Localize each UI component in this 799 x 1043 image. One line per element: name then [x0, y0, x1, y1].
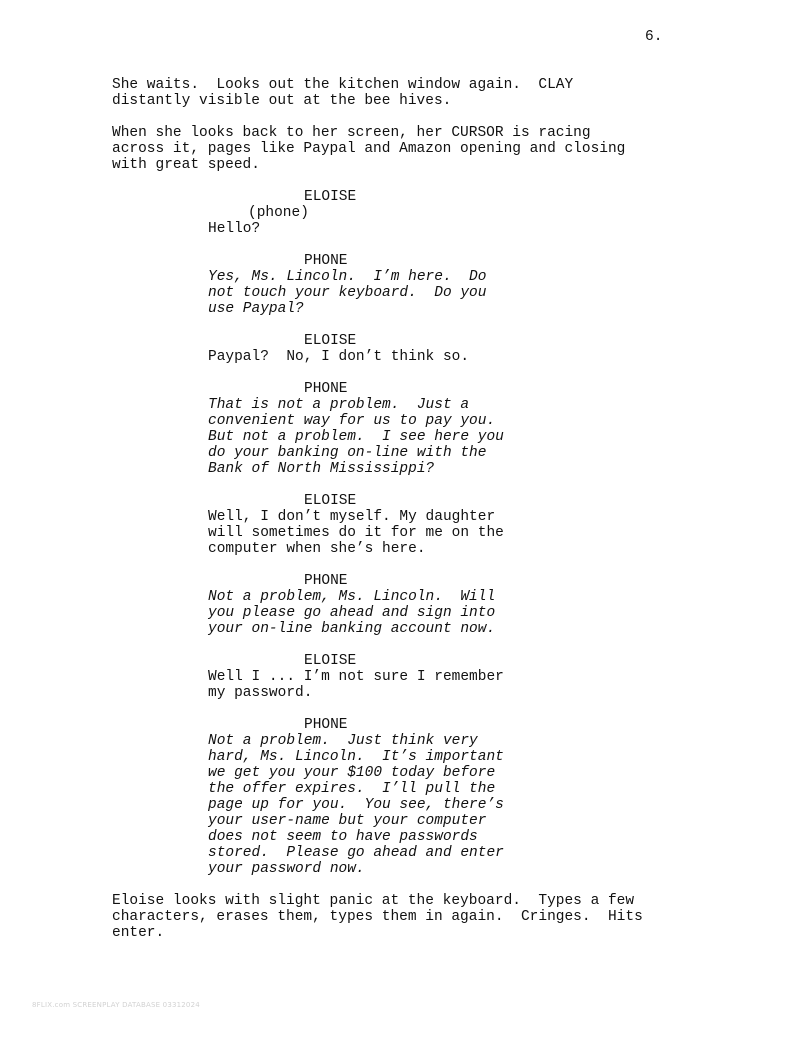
action-line: She waits. Looks out the kitchen window again. CLAY [112, 77, 574, 93]
action-line: enter. [112, 925, 165, 941]
dialogue-line: do your banking on-line with the [208, 445, 487, 461]
dialogue-line: But not a problem. I see here you [208, 429, 504, 445]
dialogue-line: Well, I don’t myself. My daughter [208, 509, 496, 525]
action-line: When she looks back to her screen, her CURSOR is racing [112, 125, 591, 141]
action-line: across it, pages like Paypal and Amazon opening and closing [112, 141, 626, 157]
dialogue-line: Paypal? No, I don’t think so. [208, 349, 470, 365]
character-name: PHONE [304, 717, 348, 733]
dialogue-line: convenient way for us to pay you. [208, 413, 496, 429]
dialogue-line: your on-line banking account now. [208, 621, 496, 637]
dialogue-line: Not a problem, Ms. Lincoln. Will [208, 589, 496, 605]
dialogue-line: the offer expires. I’ll pull the [208, 781, 496, 797]
dialogue-line: stored. Please go ahead and enter [208, 845, 504, 861]
character-name: ELOISE [304, 653, 357, 669]
dialogue-line: Bank of North Mississippi? [208, 461, 435, 477]
dialogue-line: page up for you. You see, there’s [208, 797, 504, 813]
dialogue-line: That is not a problem. Just a [208, 397, 470, 413]
character-name: ELOISE [304, 493, 357, 509]
watermark: 8FLIX.com SCREENPLAY DATABASE 03312024 [32, 1001, 200, 1009]
dialogue-line: my password. [208, 685, 313, 701]
character-name: PHONE [304, 381, 348, 397]
dialogue-line: not touch your keyboard. Do you [208, 285, 487, 301]
action-line: Eloise looks with slight panic at the keyboard. Types a few [112, 893, 635, 909]
dialogue-line: hard, Ms. Lincoln. It’s important [208, 749, 504, 765]
dialogue-line: use Paypal? [208, 301, 304, 317]
dialogue-line: Yes, Ms. Lincoln. I’m here. Do [208, 269, 487, 285]
character-name: PHONE [304, 573, 348, 589]
action-line: distantly visible out at the bee hives. [112, 93, 452, 109]
character-name: ELOISE [304, 189, 357, 205]
dialogue-line: your user-name but your computer [208, 813, 487, 829]
dialogue-line: does not seem to have passwords [208, 829, 478, 845]
dialogue-line: you please go ahead and sign into [208, 605, 496, 621]
page-number: 6. [645, 29, 663, 45]
dialogue-line: Hello? [208, 221, 261, 237]
action-line: with great speed. [112, 157, 260, 173]
character-name: ELOISE [304, 333, 357, 349]
dialogue-line: will sometimes do it for me on the [208, 525, 504, 541]
character-name: PHONE [304, 253, 348, 269]
dialogue-line: Well I ... I’m not sure I remember [208, 669, 504, 685]
dialogue-line: we get you your $100 today before [208, 765, 496, 781]
dialogue-line: your password now. [208, 861, 365, 877]
dialogue-line: computer when she’s here. [208, 541, 426, 557]
dialogue-line: Not a problem. Just think very [208, 733, 478, 749]
action-line: characters, erases them, types them in again. Cringes. Hits [112, 909, 643, 925]
parenthetical: (phone) [248, 205, 309, 221]
